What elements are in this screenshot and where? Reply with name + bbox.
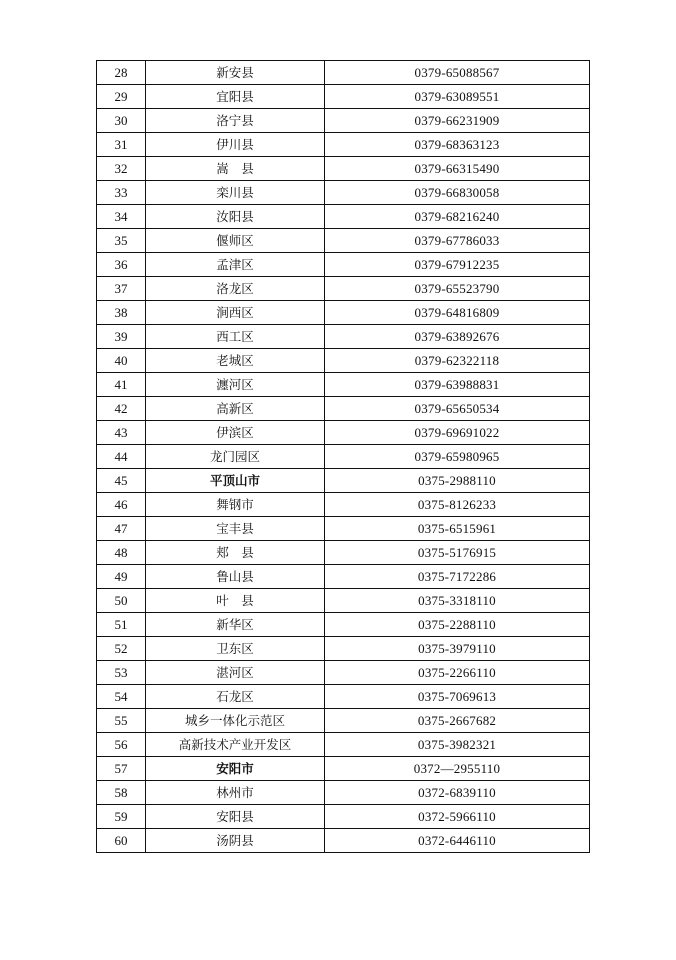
table-row (97, 541, 590, 565)
phone-number-cell: 0379-66830058 (325, 181, 590, 205)
table-row (97, 829, 590, 853)
row-number-cell: 53 (97, 661, 146, 685)
city-name-cell: 平顶山市 (146, 469, 325, 493)
region-name-cell: 新华区 (146, 613, 325, 637)
region-name-cell: 郏 县 (146, 541, 325, 565)
phone-number-cell: 0379-66315490 (325, 157, 590, 181)
region-name-cell: 汤阴县 (146, 829, 325, 853)
phone-number-cell: 0375-8126233 (325, 493, 590, 517)
phone-number-cell: 0379-63988831 (325, 373, 590, 397)
region-name-cell: 安阳县 (146, 805, 325, 829)
region-name-cell: 鲁山县 (146, 565, 325, 589)
phone-number-cell: 0379-63089551 (325, 85, 590, 109)
row-number-cell: 54 (97, 685, 146, 709)
row-number-cell: 49 (97, 565, 146, 589)
row-number-cell: 51 (97, 613, 146, 637)
row-number-cell: 39 (97, 325, 146, 349)
region-name-cell: 湛河区 (146, 661, 325, 685)
table-row (97, 157, 590, 181)
row-number-cell: 40 (97, 349, 146, 373)
table-row (97, 469, 590, 493)
phone-number-cell: 0379-62322118 (325, 349, 590, 373)
phone-number-cell: 0379-65523790 (325, 277, 590, 301)
table-row (97, 61, 590, 85)
phone-number-cell: 0372-6446110 (325, 829, 590, 853)
phone-number-cell: 0375-2266110 (325, 661, 590, 685)
region-name-cell: 石龙区 (146, 685, 325, 709)
table-row (97, 733, 590, 757)
phone-number-cell: 0372—2955110 (325, 757, 590, 781)
region-name-cell: 汝阳县 (146, 205, 325, 229)
row-number-cell: 46 (97, 493, 146, 517)
row-number-cell: 34 (97, 205, 146, 229)
row-number-cell: 59 (97, 805, 146, 829)
row-number-cell: 28 (97, 61, 146, 85)
region-name-cell: 高新技术产业开发区 (146, 733, 325, 757)
table-row (97, 613, 590, 637)
region-name-cell: 龙门园区 (146, 445, 325, 469)
table-row (97, 661, 590, 685)
table-row (97, 397, 590, 421)
region-name-cell: 洛龙区 (146, 277, 325, 301)
row-number-cell: 52 (97, 637, 146, 661)
region-name-cell: 新安县 (146, 61, 325, 85)
region-name-cell: 西工区 (146, 325, 325, 349)
region-name-cell: 宜阳县 (146, 85, 325, 109)
phone-number-cell: 0375-7172286 (325, 565, 590, 589)
region-name-cell: 舞钢市 (146, 493, 325, 517)
table-row (97, 445, 590, 469)
row-number-cell: 57 (97, 757, 146, 781)
table-row (97, 805, 590, 829)
row-number-cell: 50 (97, 589, 146, 613)
row-number-cell: 33 (97, 181, 146, 205)
region-name-cell: 宝丰县 (146, 517, 325, 541)
city-name-cell: 安阳市 (146, 757, 325, 781)
table-row (97, 301, 590, 325)
region-name-cell: 伊滨区 (146, 421, 325, 445)
table-row (97, 421, 590, 445)
region-name-cell: 高新区 (146, 397, 325, 421)
table-row (97, 277, 590, 301)
table-row (97, 517, 590, 541)
row-number-cell: 35 (97, 229, 146, 253)
phone-number-cell: 0375-7069613 (325, 685, 590, 709)
region-name-cell: 城乡一体化示范区 (146, 709, 325, 733)
row-number-cell: 60 (97, 829, 146, 853)
table-row (97, 685, 590, 709)
table-row (97, 349, 590, 373)
phone-number-cell: 0379-64816809 (325, 301, 590, 325)
row-number-cell: 44 (97, 445, 146, 469)
region-name-cell: 嵩 县 (146, 157, 325, 181)
table-row (97, 85, 590, 109)
table-row (97, 181, 590, 205)
row-number-cell: 43 (97, 421, 146, 445)
table-row (97, 109, 590, 133)
phone-number-cell: 0379-65650534 (325, 397, 590, 421)
region-name-cell: 伊川县 (146, 133, 325, 157)
phone-number-cell: 0375-5176915 (325, 541, 590, 565)
region-name-cell: 叶 县 (146, 589, 325, 613)
row-number-cell: 38 (97, 301, 146, 325)
row-number-cell: 36 (97, 253, 146, 277)
table-row (97, 757, 590, 781)
row-number-cell: 58 (97, 781, 146, 805)
row-number-cell: 37 (97, 277, 146, 301)
phone-number-cell: 0375-3979110 (325, 637, 590, 661)
phone-number-cell: 0379-67912235 (325, 253, 590, 277)
row-number-cell: 45 (97, 469, 146, 493)
region-name-cell: 偃师区 (146, 229, 325, 253)
row-number-cell: 29 (97, 85, 146, 109)
row-number-cell: 42 (97, 397, 146, 421)
row-number-cell: 32 (97, 157, 146, 181)
row-number-cell: 41 (97, 373, 146, 397)
table-row (97, 637, 590, 661)
phone-number-cell: 0375-2667682 (325, 709, 590, 733)
row-number-cell: 30 (97, 109, 146, 133)
phone-number-cell: 0379-69691022 (325, 421, 590, 445)
hotline-table (96, 60, 590, 853)
phone-number-cell: 0379-65088567 (325, 61, 590, 85)
row-number-cell: 56 (97, 733, 146, 757)
row-number-cell: 48 (97, 541, 146, 565)
phone-number-cell: 0375-2988110 (325, 469, 590, 493)
region-name-cell: 林州市 (146, 781, 325, 805)
table-body (97, 61, 590, 853)
phone-number-cell: 0379-65980965 (325, 445, 590, 469)
region-name-cell: 涧西区 (146, 301, 325, 325)
row-number-cell: 47 (97, 517, 146, 541)
table-row (97, 133, 590, 157)
table-row (97, 205, 590, 229)
phone-number-cell: 0379-68216240 (325, 205, 590, 229)
table-row (97, 589, 590, 613)
phone-number-cell: 0372-5966110 (325, 805, 590, 829)
table-row (97, 781, 590, 805)
phone-number-cell: 0379-67786033 (325, 229, 590, 253)
phone-number-cell: 0375-2288110 (325, 613, 590, 637)
phone-number-cell: 0372-6839110 (325, 781, 590, 805)
table-row (97, 253, 590, 277)
region-name-cell: 洛宁县 (146, 109, 325, 133)
region-name-cell: 瀍河区 (146, 373, 325, 397)
table-row (97, 229, 590, 253)
region-name-cell: 老城区 (146, 349, 325, 373)
phone-number-cell: 0375-6515961 (325, 517, 590, 541)
phone-number-cell: 0375-3318110 (325, 589, 590, 613)
row-number-cell: 31 (97, 133, 146, 157)
table-row (97, 325, 590, 349)
phone-number-cell: 0379-63892676 (325, 325, 590, 349)
region-name-cell: 卫东区 (146, 637, 325, 661)
table-row (97, 709, 590, 733)
phone-number-cell: 0375-3982321 (325, 733, 590, 757)
region-name-cell: 栾川县 (146, 181, 325, 205)
phone-number-cell: 0379-68363123 (325, 133, 590, 157)
table-row (97, 373, 590, 397)
table-row (97, 565, 590, 589)
phone-number-cell: 0379-66231909 (325, 109, 590, 133)
region-name-cell: 孟津区 (146, 253, 325, 277)
row-number-cell: 55 (97, 709, 146, 733)
table-row (97, 493, 590, 517)
